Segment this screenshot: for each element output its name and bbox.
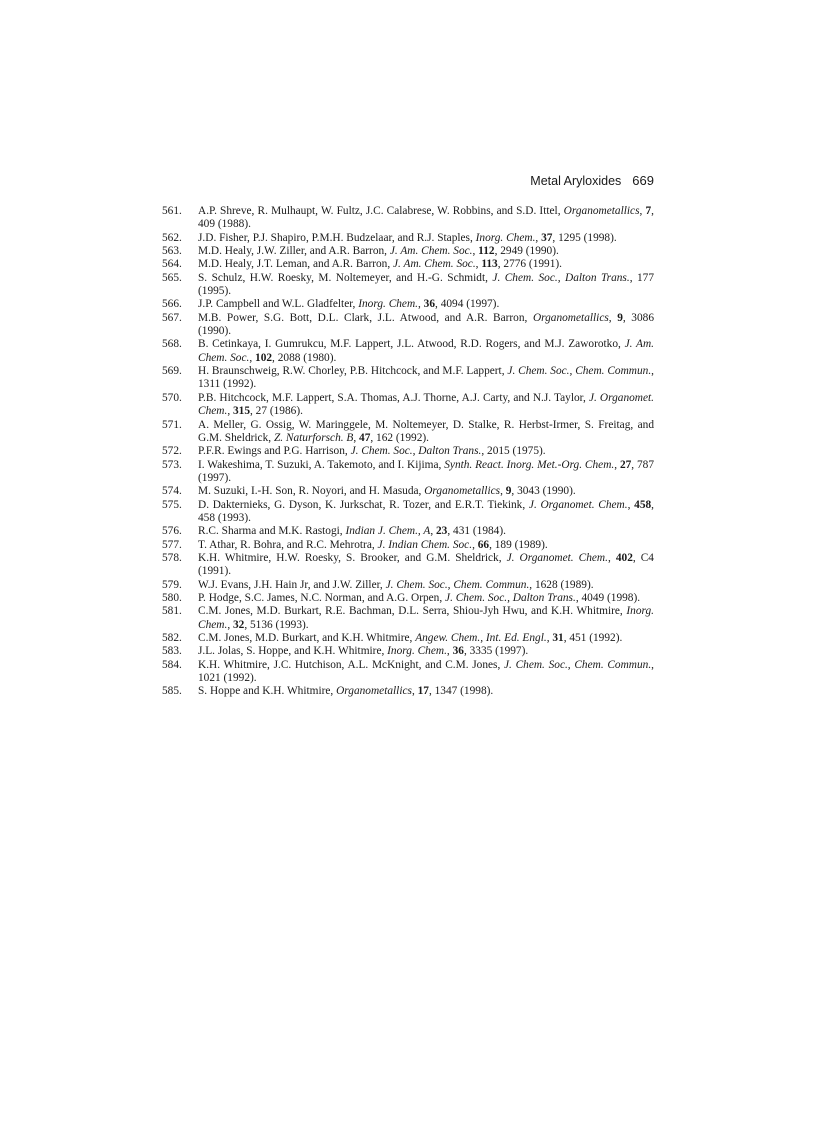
citation-text: M.D. Healy, J.T. Leman, and A.R. Barron, xyxy=(198,258,394,271)
reference-entry xyxy=(162,272,654,299)
volume-number: 102 xyxy=(255,351,273,364)
page-number: 669 xyxy=(632,173,654,188)
journal-name: J. Chem. Soc., Dalton Trans. xyxy=(350,445,482,458)
reference-entry xyxy=(162,552,654,579)
citation-text: , 1628 (1989). xyxy=(529,578,594,591)
reference-entry xyxy=(162,605,654,632)
journal-name: J. Am. Chem. Soc. xyxy=(198,338,654,364)
reference-entry xyxy=(162,592,654,605)
reference-text xyxy=(198,485,654,498)
citation-text: T. Athar, R. Bohra, and R.C. Mehrotra, xyxy=(198,538,378,551)
citation-text: , 787 (1997). xyxy=(198,458,654,484)
citation-text: C.M. Jones, M.D. Burkart, and K.H. Whitmire, xyxy=(198,632,416,644)
volume-number: 112 xyxy=(478,245,495,258)
citation-text: J.L. Jolas, S. Hoppe, and K.H. Whitmire, xyxy=(198,645,388,658)
journal-name: Inorg. Chem. xyxy=(358,298,418,311)
citation-text: , 451 (1992). xyxy=(563,632,623,644)
volume-number: 27 xyxy=(619,458,632,471)
reference-entry xyxy=(162,419,654,446)
citation-text: , xyxy=(500,485,506,498)
reference-number: 569. xyxy=(162,365,182,378)
reference-text xyxy=(198,232,654,245)
citation-text: , 3043 (1990). xyxy=(511,485,576,498)
reference-entry xyxy=(162,685,654,698)
citation-text: S. Schulz, H.W. Roesky, M. Noltemeyer, and H.-G. Schmidt, xyxy=(198,271,493,284)
citation-text: M. Suzuki, I.-H. Son, R. Noyori, and H. Masuda, xyxy=(198,485,425,498)
citation-text: J.D. Fisher, P.J. Shapiro, P.M.H. Budzelaar, and R.J. Staples, xyxy=(198,231,476,244)
volume-number: 47 xyxy=(359,431,371,444)
citation-text: , xyxy=(639,205,646,217)
journal-name: Synth. React. Inorg. Met.-Org. Chem. xyxy=(444,458,615,471)
citation-text: , xyxy=(472,538,478,551)
citation-text: , 189 (1989). xyxy=(489,538,548,551)
citation-text: , xyxy=(353,431,360,444)
journal-name: J. Am. Chem. Soc. xyxy=(389,245,473,258)
reference-number: 581. xyxy=(162,605,182,618)
citation-text: , xyxy=(430,525,436,538)
citation-text: , xyxy=(249,351,256,364)
reference-text xyxy=(198,525,654,538)
reference-number: 576. xyxy=(162,525,182,538)
citation-text: I. Wakeshima, T. Suzuki, A. Takemoto, and I. Kijima, xyxy=(198,458,445,471)
citation-text: K.H. Whitmire, H.W. Roesky, S. Brooker, and G.M. Sheldrick, xyxy=(198,551,507,564)
reference-number: 567. xyxy=(162,311,182,324)
citation-text: , xyxy=(607,551,616,564)
reference-number: 585. xyxy=(162,685,182,698)
volume-number: 7 xyxy=(645,205,652,217)
citation-text: , xyxy=(418,298,424,311)
journal-name: J. Chem. Soc., Chem. Commun. xyxy=(507,365,652,378)
volume-number: 31 xyxy=(552,632,564,644)
reference-entry xyxy=(162,298,654,311)
journal-name: Organometallics xyxy=(563,205,640,217)
reference-text xyxy=(198,499,654,526)
reference-text xyxy=(198,365,654,392)
citation-text: , xyxy=(546,632,553,644)
reference-entry xyxy=(162,539,654,552)
reference-number: 566. xyxy=(162,298,182,311)
citation-text: , 4049 (1998). xyxy=(575,591,641,604)
reference-entry xyxy=(162,312,654,339)
reference-text xyxy=(198,632,654,645)
journal-name: J. Indian Chem. Soc. xyxy=(377,538,473,551)
citation-text: , 162 (1992). xyxy=(370,431,429,444)
citation-text: , xyxy=(627,498,635,511)
reference-number: 572. xyxy=(162,445,182,458)
citation-text: R.C. Sharma and M.K. Rastogi, xyxy=(198,525,346,538)
citation-text: A. Meller, G. Ossig, W. Maringgele, M. Noltemeyer, D. Stalke, R. Herbst-Irmer, S. Freitag, and G.M. Sheldrick, xyxy=(198,418,654,444)
reference-number: 583. xyxy=(162,645,182,658)
journal-name: Inorg. Chem. xyxy=(475,231,536,244)
citation-text: , 2015 (1975). xyxy=(481,445,546,458)
volume-number: 32 xyxy=(232,618,245,631)
reference-text xyxy=(198,592,654,605)
volume-number: 458 xyxy=(634,498,652,511)
citation-text: A.P. Shreve, R. Mulhaupt, W. Fultz, J.C. Calabrese, W. Robbins, and S.D. Ittel, xyxy=(198,205,564,217)
citation-text: D. Dakternieks, G. Dyson, K. Jurkschat, R. Tozer, and E.R.T. Tiekink, xyxy=(198,498,529,511)
citation-text: , xyxy=(411,685,418,698)
reference-number: 562. xyxy=(162,231,182,244)
volume-number: 36 xyxy=(452,645,464,658)
journal-name: J. Organomet. Chem. xyxy=(528,498,628,511)
journal-name: Indian J. Chem., A xyxy=(345,525,431,538)
citation-text: , 409 (1988). xyxy=(198,205,654,231)
citation-text: , xyxy=(227,405,233,418)
citation-text: , 2088 (1980). xyxy=(272,351,337,364)
volume-number: 402 xyxy=(615,551,633,564)
reference-entry xyxy=(162,579,654,592)
reference-number: 578. xyxy=(162,551,182,564)
citation-text: , 3335 (1997). xyxy=(463,645,529,658)
volume-number: 315 xyxy=(232,405,250,418)
reference-number: 584. xyxy=(162,658,182,671)
citation-text: , 1311 (1992). xyxy=(198,365,655,391)
journal-name: J. Am. Chem. Soc. xyxy=(393,258,476,271)
reference-entry xyxy=(162,485,654,498)
volume-number: 23 xyxy=(436,525,448,538)
volume-number: 9 xyxy=(505,485,512,498)
reference-number: 580. xyxy=(162,591,182,604)
reference-text xyxy=(198,245,654,258)
journal-name: J. Chem. Soc., Chem. Commun. xyxy=(385,578,530,591)
volume-number: 66 xyxy=(477,538,490,551)
citation-text: , xyxy=(475,258,482,271)
citation-text: , 27 (1986). xyxy=(250,405,303,418)
citation-text: , 431 (1984). xyxy=(447,525,506,538)
reference-entry xyxy=(162,338,654,365)
reference-number: 575. xyxy=(162,498,182,511)
reference-entry xyxy=(162,205,654,232)
volume-number: 37 xyxy=(541,231,553,244)
reference-text xyxy=(198,338,654,365)
journal-name: Organometallics xyxy=(336,685,412,698)
reference-entry xyxy=(162,645,654,658)
citation-text: S. Hoppe and K.H. Whitmire, xyxy=(198,685,337,698)
reference-number: 579. xyxy=(162,578,182,591)
reference-number: 563. xyxy=(162,245,182,258)
reference-number: 582. xyxy=(162,632,182,644)
reference-number: 571. xyxy=(162,418,182,431)
citation-text: , 1347 (1998). xyxy=(428,685,494,698)
reference-number: 574. xyxy=(162,485,182,498)
reference-text xyxy=(198,205,654,232)
reference-entry xyxy=(162,245,654,258)
reference-text xyxy=(198,312,654,339)
journal-name: J. Chem. Soc., Dalton Trans. xyxy=(492,271,630,284)
reference-text xyxy=(198,685,654,698)
reference-entry xyxy=(162,445,654,458)
reference-number: 565. xyxy=(162,271,182,284)
citation-text: , 177 (1995). xyxy=(198,271,655,298)
citation-text: , 2949 (1990). xyxy=(494,245,559,258)
reference-number: 570. xyxy=(162,391,182,404)
citation-text: P.F.R. Ewings and P.G. Harrison, xyxy=(198,445,351,458)
citation-text: M.D. Healy, J.W. Ziller, and A.R. Barron, xyxy=(198,245,390,258)
reference-entry xyxy=(162,232,654,245)
reference-text xyxy=(198,579,654,592)
citation-text: , 2776 (1991). xyxy=(497,258,563,271)
volume-number: 17 xyxy=(417,685,429,698)
journal-name: J. Organomet. Chem. xyxy=(198,391,654,418)
reference-text xyxy=(198,539,654,552)
journal-name: J. Organomet. Chem. xyxy=(506,551,608,564)
citation-text: P.B. Hitchcock, M.F. Lappert, S.A. Thomas, A.J. Thorne, A.J. Carty, and N.J. Taylor, xyxy=(198,391,589,404)
citation-text: , 3086 (1990). xyxy=(198,311,654,338)
reference-list xyxy=(162,205,654,699)
reference-text xyxy=(198,298,654,311)
citation-text: K.H. Whitmire, J.C. Hutchison, A.L. McKnight, and C.M. Jones, xyxy=(198,658,505,671)
reference-number: 573. xyxy=(162,458,182,471)
journal-name: Inorg. Chem. xyxy=(387,645,447,658)
citation-text: , C4 (1991). xyxy=(198,551,654,578)
running-head xyxy=(162,173,654,191)
citation-text: , xyxy=(614,458,620,471)
citation-text: M.B. Power, S.G. Bott, D.L. Clark, J.L. Atwood, and A.R. Barron, xyxy=(198,311,533,324)
citation-text: , xyxy=(535,231,542,244)
reference-entry xyxy=(162,392,654,419)
reference-number: 561. xyxy=(162,205,182,217)
reference-entry xyxy=(162,365,654,392)
citation-text: , 5136 (1993). xyxy=(244,618,309,631)
citation-text: , xyxy=(227,618,233,631)
citation-text: , 458 (1993). xyxy=(198,498,654,524)
citation-text: J.P. Campbell and W.L. Gladfelter, xyxy=(198,298,359,311)
reference-text xyxy=(198,605,654,632)
reference-text xyxy=(198,445,654,458)
journal-name: Organometallics xyxy=(532,311,609,324)
citation-text: , 1295 (1998). xyxy=(552,231,617,244)
reference-number: 577. xyxy=(162,538,182,551)
reference-number: 564. xyxy=(162,258,182,271)
volume-number: 36 xyxy=(423,298,436,311)
reference-entry xyxy=(162,499,654,526)
reference-text xyxy=(198,659,654,686)
journal-name: Organometallics xyxy=(424,485,501,498)
reference-text xyxy=(198,459,654,486)
reference-entry xyxy=(162,258,654,271)
reference-entry xyxy=(162,632,654,645)
citation-text: , 4094 (1997). xyxy=(435,298,500,311)
reference-text xyxy=(198,258,654,271)
journal-name: Angew. Chem., Int. Ed. Engl. xyxy=(415,632,547,644)
journal-name: J. Chem. Soc., Chem. Commun. xyxy=(504,658,652,671)
citation-text: P. Hodge, S.C. James, N.C. Norman, and A.G. Orpen, xyxy=(198,591,446,604)
citation-text: , xyxy=(608,311,618,324)
reference-text xyxy=(198,392,654,419)
reference-text xyxy=(198,552,654,579)
journal-name: Z. Naturforsch. B xyxy=(273,431,354,444)
journal-name: Inorg. Chem. xyxy=(198,605,654,631)
citation-text: H. Braunschweig, R.W. Chorley, P.B. Hitchcock, and M.F. Lappert, xyxy=(198,365,508,378)
volume-number: 9 xyxy=(617,311,623,324)
reference-entry xyxy=(162,459,654,486)
citation-text: B. Cetinkaya, I. Gumrukcu, M.F. Lappert, J.L. Atwood, R.D. Rogers, and M.J. Zaworotko, xyxy=(198,338,625,351)
reference-text xyxy=(198,272,654,299)
volume-number: 113 xyxy=(481,258,498,271)
reference-text xyxy=(198,645,654,658)
citation-text: , xyxy=(472,245,479,258)
reference-number: 568. xyxy=(162,338,182,351)
running-head-title: Metal Aryloxides xyxy=(530,174,622,188)
journal-name: J. Chem. Soc., Dalton Trans. xyxy=(445,591,576,604)
reference-entry xyxy=(162,525,654,538)
citation-text: W.J. Evans, J.H. Hain Jr, and J.W. Ziller, xyxy=(198,578,386,591)
reference-entry xyxy=(162,659,654,686)
citation-text: , xyxy=(446,645,453,658)
reference-text xyxy=(198,419,654,446)
citation-text: , 1021 (1992). xyxy=(198,658,655,685)
citation-text: C.M. Jones, M.D. Burkart, R.E. Bachman, D.L. Serra, Shiou-Jyh Hwu, and K.H. Whitmire, xyxy=(198,605,627,618)
